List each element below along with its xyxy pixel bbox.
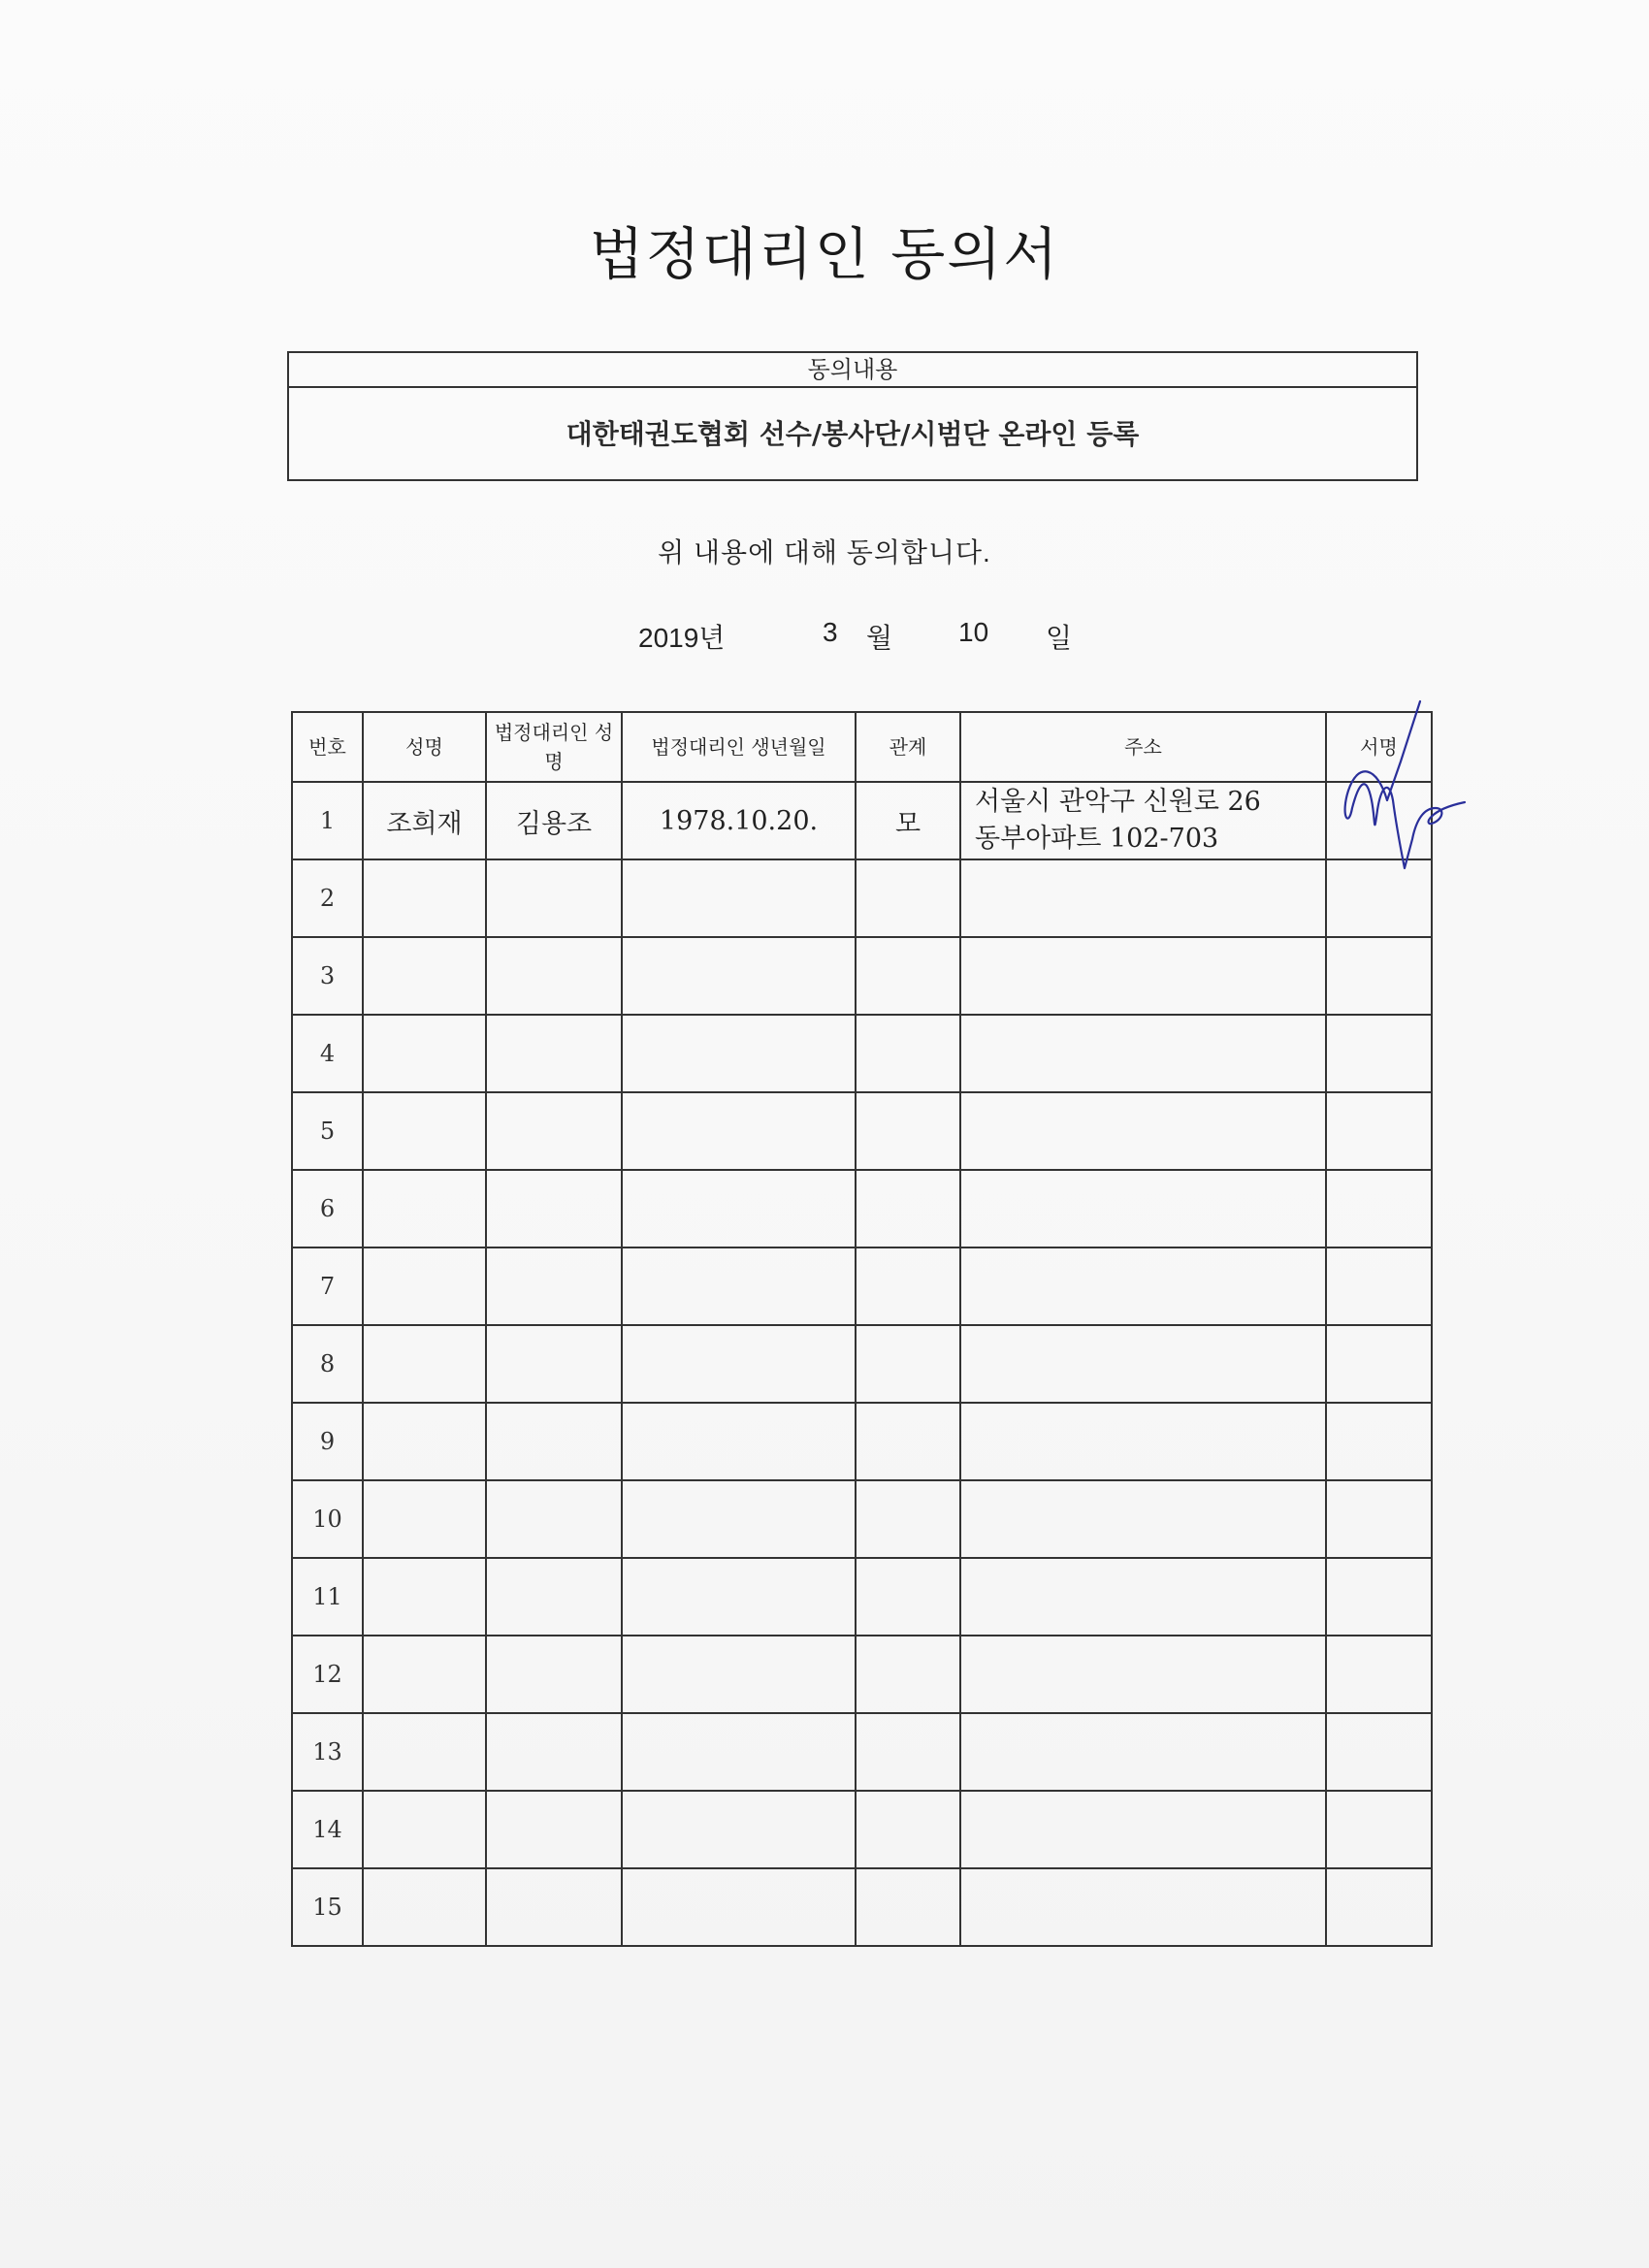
cell-relation: 모	[856, 782, 960, 859]
cell-name	[363, 859, 486, 937]
cell-guardian-birth	[622, 1480, 856, 1558]
cell-relation	[856, 1403, 960, 1480]
cell-address	[960, 1791, 1326, 1868]
table-row	[292, 782, 1432, 859]
cell-guardian-name	[486, 1636, 622, 1713]
cell-guardian-name	[486, 1092, 622, 1170]
cell-relation	[856, 1713, 960, 1791]
table-row	[292, 1713, 1432, 1791]
address-line1: 서울시 관악구 신원로 26	[975, 787, 1261, 817]
cell-guardian-name	[486, 1015, 622, 1092]
cell-name	[363, 937, 486, 1015]
cell-name	[363, 1558, 486, 1636]
registration-table	[291, 711, 1433, 1947]
cell-no: 13	[292, 1713, 363, 1791]
table-row	[292, 1868, 1432, 1946]
cell-address	[960, 1170, 1326, 1247]
document-title: 법정대리인 동의서	[589, 221, 1060, 287]
cell-name: 조희재	[363, 782, 486, 859]
table-row	[292, 1325, 1432, 1403]
cell-signature	[1326, 1247, 1432, 1325]
cell-no: 12	[292, 1636, 363, 1713]
cell-no: 14	[292, 1791, 363, 1868]
cell-guardian-name	[486, 1170, 622, 1247]
cell-guardian-birth	[622, 1636, 856, 1713]
cell-signature	[1326, 1480, 1432, 1558]
cell-address	[960, 1868, 1326, 1946]
cell-address	[960, 937, 1326, 1015]
table-row	[292, 1015, 1432, 1092]
cell-name	[363, 1092, 486, 1170]
date-day: 10	[958, 617, 989, 647]
cell-relation	[856, 937, 960, 1015]
header-no: 번호	[292, 712, 363, 782]
agreement-statement: 위 내용에 대해 동의합니다.	[658, 537, 991, 567]
cell-guardian-birth	[622, 1791, 856, 1868]
cell-address	[960, 1403, 1326, 1480]
cell-no: 15	[292, 1868, 363, 1946]
cell-signature	[1326, 1015, 1432, 1092]
cell-guardian-name	[486, 1247, 622, 1325]
cell-no: 2	[292, 859, 363, 937]
cell-name	[363, 1325, 486, 1403]
cell-relation	[856, 1480, 960, 1558]
table-row	[292, 1170, 1432, 1247]
cell-guardian-birth	[622, 1015, 856, 1092]
cell-relation	[856, 1636, 960, 1713]
cell-address	[960, 859, 1326, 937]
cell-no: 6	[292, 1170, 363, 1247]
cell-relation	[856, 1558, 960, 1636]
cell-guardian-name	[486, 1325, 622, 1403]
cell-address	[960, 1480, 1326, 1558]
cell-no: 9	[292, 1403, 363, 1480]
cell-name	[363, 1247, 486, 1325]
address-line2: 동부아파트 102-703	[975, 824, 1219, 854]
cell-name	[363, 1791, 486, 1868]
cell-guardian-name	[486, 1558, 622, 1636]
cell-no: 3	[292, 937, 363, 1015]
date-day-unit: 일	[1046, 623, 1073, 653]
table-row	[292, 1558, 1432, 1636]
consent-box	[287, 351, 1418, 481]
cell-guardian-name	[486, 1713, 622, 1791]
cell-signature	[1326, 1868, 1432, 1946]
cell-signature	[1326, 1713, 1432, 1791]
cell-guardian-birth	[622, 1403, 856, 1480]
cell-signature	[1326, 1636, 1432, 1713]
date-month-unit: 월	[866, 623, 893, 653]
cell-guardian-name	[486, 1868, 622, 1946]
cell-no: 11	[292, 1558, 363, 1636]
table-row	[292, 1791, 1432, 1868]
cell-address	[960, 1092, 1326, 1170]
cell-guardian-birth	[622, 1092, 856, 1170]
cell-address	[960, 1558, 1326, 1636]
table-row	[292, 859, 1432, 937]
cell-no: 7	[292, 1247, 363, 1325]
cell-guardian-birth	[622, 937, 856, 1015]
cell-name	[363, 1015, 486, 1092]
cell-relation	[856, 1092, 960, 1170]
cell-guardian-name	[486, 1791, 622, 1868]
cell-name	[363, 1636, 486, 1713]
cell-no: 5	[292, 1092, 363, 1170]
cell-no: 4	[292, 1015, 363, 1092]
cell-signature	[1326, 782, 1432, 859]
header-guardian-birth: 법정대리인 생년월일	[622, 712, 856, 782]
consent-content: 대한태권도협회 선수/봉사단/시범단 온라인 등록	[566, 418, 1140, 450]
cell-guardian-birth	[622, 1170, 856, 1247]
cell-signature	[1326, 1558, 1432, 1636]
header-guardian-name: 법정대리인 성명	[486, 712, 622, 782]
table-row	[292, 937, 1432, 1015]
cell-guardian-birth	[622, 859, 856, 937]
cell-guardian-birth: 1978.10.20.	[622, 782, 856, 859]
cell-address	[960, 782, 1326, 859]
cell-relation	[856, 859, 960, 937]
table-header-row	[292, 712, 1432, 782]
cell-signature	[1326, 1791, 1432, 1868]
cell-signature	[1326, 937, 1432, 1015]
cell-guardian-birth	[622, 1558, 856, 1636]
table-row	[292, 1636, 1432, 1713]
cell-name	[363, 1170, 486, 1247]
header-address: 주소	[960, 712, 1326, 782]
cell-address	[960, 1247, 1326, 1325]
table-row	[292, 1092, 1432, 1170]
cell-signature	[1326, 1092, 1432, 1170]
table-row	[292, 1247, 1432, 1325]
cell-address	[960, 1325, 1326, 1403]
cell-relation	[856, 1325, 960, 1403]
header-relation: 관계	[856, 712, 960, 782]
header-signature: 서명	[1326, 712, 1432, 782]
table-row	[292, 1480, 1432, 1558]
cell-signature	[1326, 859, 1432, 937]
cell-guardian-name	[486, 1480, 622, 1558]
cell-relation	[856, 1791, 960, 1868]
cell-guardian-name	[486, 937, 622, 1015]
cell-name	[363, 1403, 486, 1480]
date-year: 2019년	[638, 623, 726, 653]
cell-signature	[1326, 1403, 1432, 1480]
cell-relation	[856, 1247, 960, 1325]
cell-relation	[856, 1170, 960, 1247]
cell-signature	[1326, 1325, 1432, 1403]
cell-no: 10	[292, 1480, 363, 1558]
cell-name	[363, 1868, 486, 1946]
cell-guardian-birth	[622, 1713, 856, 1791]
cell-no: 1	[292, 782, 363, 859]
date-month: 3	[823, 617, 838, 647]
cell-name	[363, 1713, 486, 1791]
cell-guardian-name: 김용조	[486, 782, 622, 859]
cell-guardian-name	[486, 1403, 622, 1480]
cell-relation	[856, 1868, 960, 1946]
cell-relation	[856, 1015, 960, 1092]
cell-guardian-name	[486, 859, 622, 937]
cell-address	[960, 1713, 1326, 1791]
table-row	[292, 1403, 1432, 1480]
cell-no: 8	[292, 1325, 363, 1403]
cell-guardian-birth	[622, 1247, 856, 1325]
cell-address	[960, 1015, 1326, 1092]
cell-address	[960, 1636, 1326, 1713]
cell-guardian-birth	[622, 1325, 856, 1403]
cell-signature	[1326, 1170, 1432, 1247]
cell-name	[363, 1480, 486, 1558]
header-name: 성명	[363, 712, 486, 782]
consent-header: 동의내용	[289, 353, 1416, 388]
cell-guardian-birth	[622, 1868, 856, 1946]
